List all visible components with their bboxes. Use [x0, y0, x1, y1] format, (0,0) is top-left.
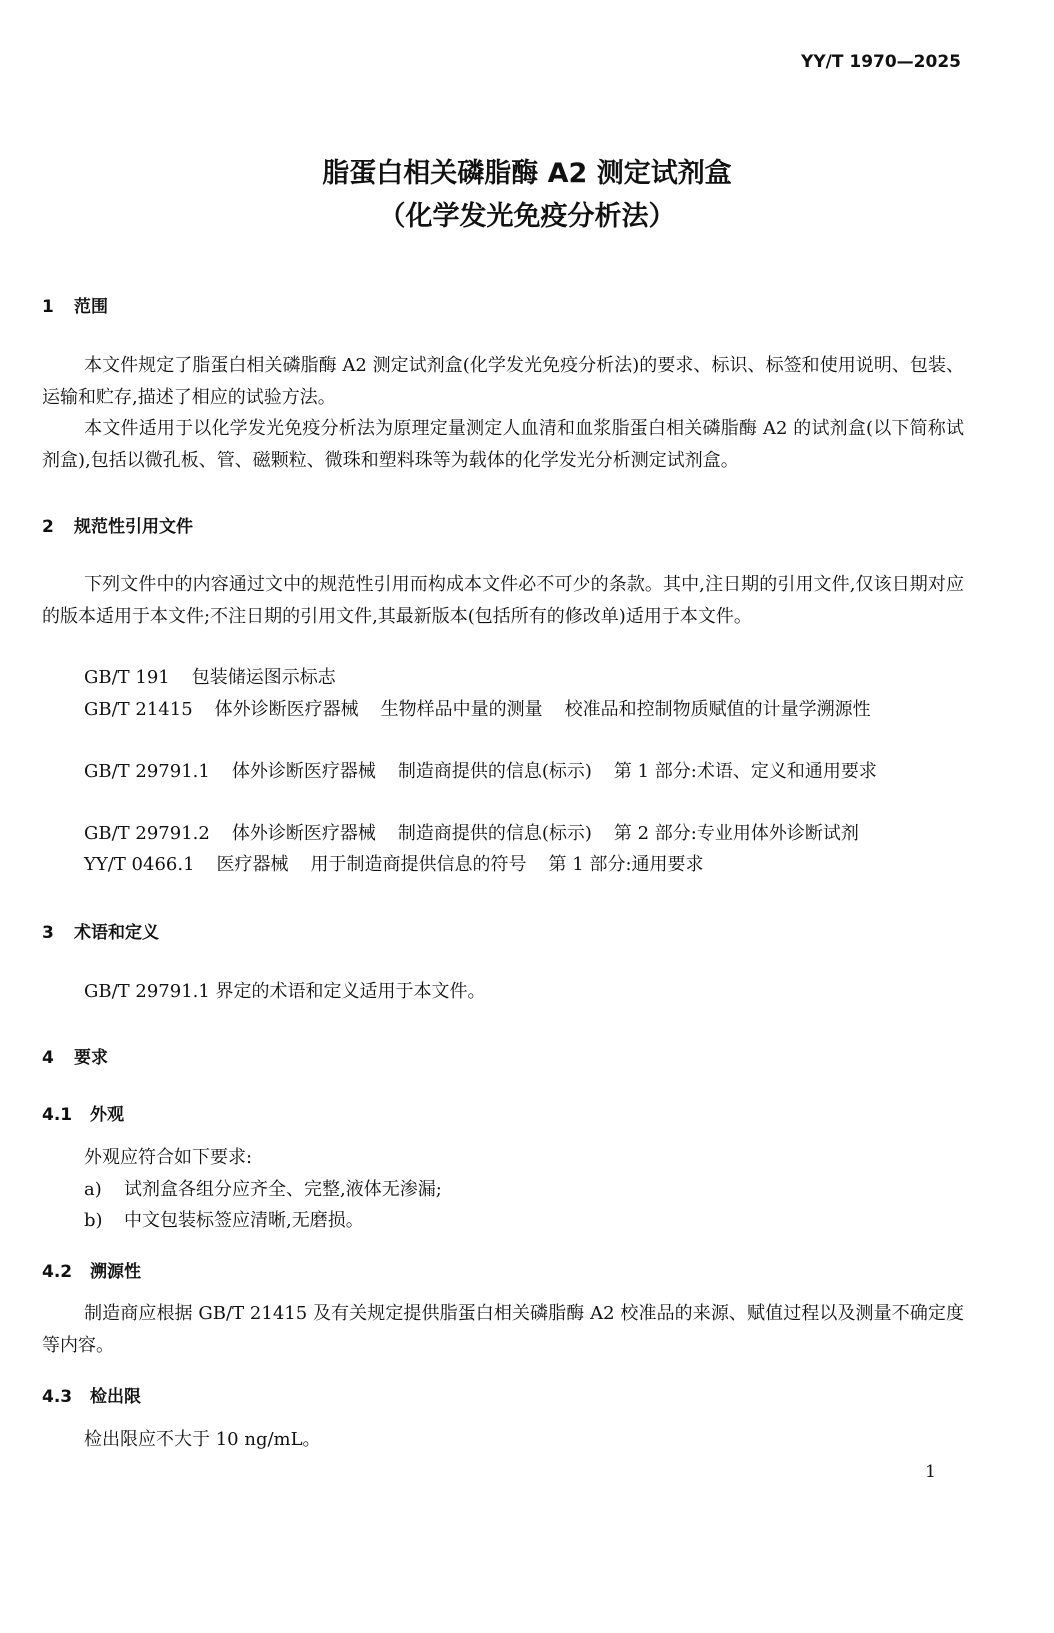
- list-label: a): [84, 1179, 102, 1200]
- standard-number: YY/T 1970—2025: [801, 52, 961, 72]
- section-2-heading: [42, 512, 193, 537]
- reference-item: [42, 694, 964, 726]
- reference-title: 第 1 部分:通用要求: [548, 854, 704, 875]
- reference-item: [84, 849, 704, 881]
- section-4-3-paragraph: 检出限应不大于 10 ng/mL。: [84, 1429, 321, 1450]
- section-3-heading: [42, 918, 159, 943]
- section-number: 2: [42, 517, 54, 537]
- reference-title: 体外诊断医疗器械: [214, 699, 359, 720]
- reference-code: YY/T 0466.1: [84, 854, 195, 875]
- reference-title: 第 2 部分:专业用体外诊断试剂: [613, 823, 859, 844]
- section-number: 3: [42, 923, 54, 943]
- paragraph-text: 本文件规定了脂蛋白相关磷脂酶 A2 测定试剂盒(化学发光免疫分析法)的要求、标识、标签和使用说明、包装、运输和贮存,描述了相应的试验方法。: [42, 355, 964, 408]
- section-1-paragraph-1: [42, 350, 964, 414]
- reference-title: 体外诊断医疗器械: [231, 823, 376, 844]
- section-4-2-paragraph: [42, 1298, 964, 1362]
- section-4-3-heading: [42, 1382, 141, 1407]
- reference-code: GB/T 29791.1: [84, 761, 210, 782]
- section-1-paragraph-2: [42, 413, 964, 477]
- reference-title: 医疗器械: [216, 854, 289, 875]
- section-number: 4.3: [42, 1387, 73, 1407]
- section-number: 4.1: [42, 1105, 73, 1125]
- reference-title: 用于制造商提供信息的符号: [310, 854, 527, 875]
- section-4-heading: [42, 1043, 108, 1068]
- reference-item: [42, 756, 964, 788]
- section-number: 4.2: [42, 1262, 73, 1282]
- section-title: 规范性引用文件: [74, 517, 193, 537]
- paragraph-text: 制造商应根据 GB/T 21415 及有关规定提供脂蛋白相关磷脂酶 A2 校准品的来源、赋值过程以及测量不确定度等内容。: [42, 1303, 964, 1356]
- section-1-heading: [42, 292, 108, 317]
- reference-title: 包装储运图示标志: [191, 667, 336, 688]
- reference-item: [84, 662, 336, 694]
- title-line-1: 脂蛋白相关磷脂酶 A2 测定试剂盒: [322, 158, 732, 189]
- document-title: [0, 152, 1054, 238]
- section-number: 4: [42, 1048, 54, 1068]
- reference-title: 生物样品中量的测量: [380, 699, 543, 720]
- section-4-2-heading: [42, 1257, 141, 1282]
- section-title: 检出限: [90, 1387, 141, 1407]
- reference-code: GB/T 191: [84, 667, 170, 688]
- paragraph-text: 本文件适用于以化学发光免疫分析法为原理定量测定人血清和血浆脂蛋白相关磷脂酶 A2 的试剂盒(以下简称试剂盒),包括以微孔板、管、磁颗粒、微珠和塑料珠等为载体的化学发光分析测定试剂盒。: [42, 418, 964, 471]
- page-number: 1: [925, 1462, 936, 1482]
- reference-item: [84, 818, 859, 850]
- reference-title: 体外诊断医疗器械: [231, 761, 376, 782]
- title-line-2: （化学发光免疫分析法）: [378, 201, 676, 232]
- section-title: 溯源性: [90, 1262, 141, 1282]
- paragraph-text: 下列文件中的内容通过文中的规范性引用而构成本文件必不可少的条款。其中,注日期的引用文件,仅该日期对应的版本适用于本文件;不注日期的引用文件,其最新版本(包括所有的修改单)适用于本文件。: [42, 574, 964, 627]
- section-3-paragraph: GB/T 29791.1 界定的术语和定义适用于本文件。: [84, 981, 486, 1002]
- list-item: [84, 1174, 442, 1206]
- list-text: 中文包装标签应清晰,无磨损。: [124, 1210, 364, 1231]
- list-text: 试剂盒各组分应齐全、完整,液体无渗漏;: [124, 1179, 442, 1200]
- reference-title: 制造商提供的信息(标示): [397, 761, 592, 782]
- section-title: 要求: [74, 1048, 108, 1068]
- appearance-intro: 外观应符合如下要求:: [84, 1147, 253, 1168]
- list-label: b): [84, 1210, 103, 1231]
- section-title: 范围: [74, 297, 108, 317]
- section-number: 1: [42, 297, 54, 317]
- reference-title: 第 1 部分:术语、定义和通用要求: [613, 761, 877, 782]
- section-title: 外观: [90, 1105, 124, 1125]
- section-4-1-heading: [42, 1100, 124, 1125]
- section-2-intro: [42, 569, 964, 633]
- reference-code: GB/T 21415: [84, 699, 193, 720]
- list-item: [84, 1205, 364, 1237]
- reference-title: 制造商提供的信息(标示): [397, 823, 592, 844]
- section-title: 术语和定义: [74, 923, 159, 943]
- reference-code: GB/T 29791.2: [84, 823, 210, 844]
- reference-title: 校准品和控制物质赋值的计量学溯源性: [564, 699, 871, 720]
